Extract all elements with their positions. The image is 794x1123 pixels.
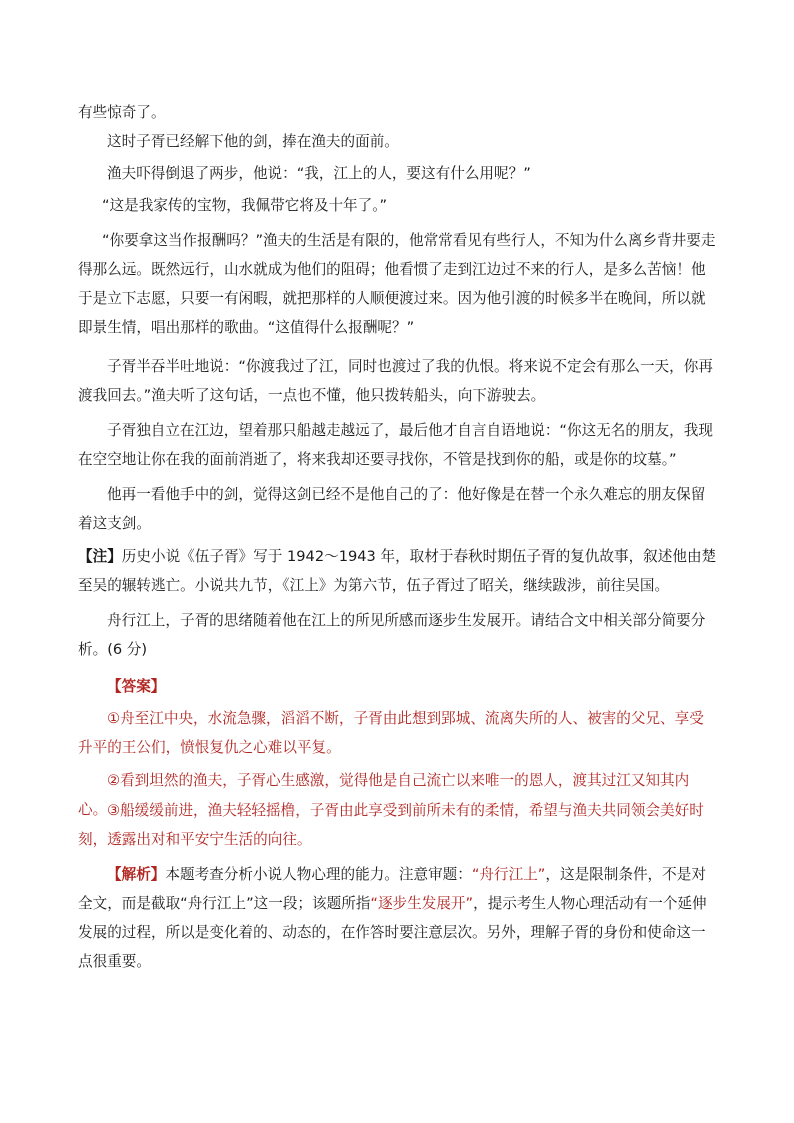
note-paragraph: [78, 542, 718, 600]
passage-paragraph-5: 子胥半吞半吐地说：“你渡我过了江，同时也渡过了我的仇恨。将来说不定会有那么一天，你再渡我回去。”渔夫听了这句话，一点也不懂，他只拨转船头，向下游驶去。: [78, 358, 713, 404]
answer-item-3: ③船缓缓前进，渔夫轻轻摇橹，子胥由此享受到前所未有的柔情，希望与渔夫共同领会美好时刻，透露出对和平安宁生活的向往。: [78, 802, 704, 848]
note-label: 【注】: [78, 548, 122, 565]
answer-label: 【答案】: [107, 678, 166, 695]
analysis-quote-2: “逐步生发展开”: [370, 895, 474, 912]
analysis-text-c: ，提示考生人物心理活动有一个延伸发展的过程，所以是变化着的、动态的，在作答时要注意层次。另外，理解子胥的身份和使命这一点很重要。: [78, 895, 707, 970]
passage-paragraph-2: 渔夫吓得倒退了两步，他说：“我，江上的人，要这有什么用呢？”: [107, 165, 531, 182]
note-text: 历史小说《伍子胥》写于 1942～1943 年，取材于春秋时期伍子胥的复仇故事，叙述他由楚至吴的辗转逃亡。小说共九节，《江上》为第六节，伍子胥过了昭关，继续跋涉，前往吴国。: [78, 548, 717, 594]
passage-paragraph-1: 这时子胥已经解下他的剑，捧在渔夫的面前。: [107, 133, 399, 150]
question-paragraph: 舟行江上，子胥的思绪随着他在江上的所见所感而逐步生发展开。请结合文中相关部分简要分析。(6 分): [78, 612, 706, 658]
passage-paragraph-6: 子胥独自立在江边，望着那只船越走越远了，最后他才自言自语地说：“你这无名的朋友，我现在空空地让你在我的面前消逝了，将来我却还要寻找你，不管是找到你的船，或是你的坟墓。”: [78, 422, 713, 468]
analysis-paragraph: [78, 860, 718, 976]
analysis-label: 【解析】: [107, 866, 166, 883]
passage-paragraph-0: 有些惊奇了。: [78, 104, 166, 121]
analysis-text-a: 本题考查分析小说人物心理的能力。注意审题：: [165, 866, 472, 883]
answer-item-2: ②看到坦然的渔夫，子胥心生感激，觉得他是自己流亡以来唯一的恩人，渡其过江又知其内心。: [78, 772, 690, 818]
passage-paragraph-3: “这是我家传的宝物，我佩带它将及十年了。”: [102, 197, 388, 214]
analysis-text-b: ，这是限制条件，不是对全文，而是截取“舟行江上”这一段；该题所指: [78, 866, 706, 912]
analysis-quote-1: “舟行江上”: [471, 866, 546, 883]
passage-paragraph-4: “你要拿这当作报酬吗？”渔夫的生活是有限的，他常常看见有些行人，不知为什么离乡背井要走得那么远。既然远行，山水就成为他们的阻碍；他看惯了走到江边过不来的行人，是多么苦恼！他于是立下志愿，只要一有闲暇，就把那样的人顺便渡过来。因为他引渡的时候多半在晚间，所以就即景生情，唱出那样的歌曲。“这值得什么报酬呢？”: [78, 232, 716, 336]
answer-item-1: ①舟至江中央，水流急骤，滔滔不断，子胥由此想到郢城、流离失所的人、被害的父兄、享受升平的王公们，愤恨复仇之心难以平复。: [78, 710, 704, 756]
passage-paragraph-7: 他再一看他手中的剑，觉得这剑已经不是他自己的了：他好像是在替一个永久难忘的朋友保留着这支剑。: [78, 486, 706, 532]
